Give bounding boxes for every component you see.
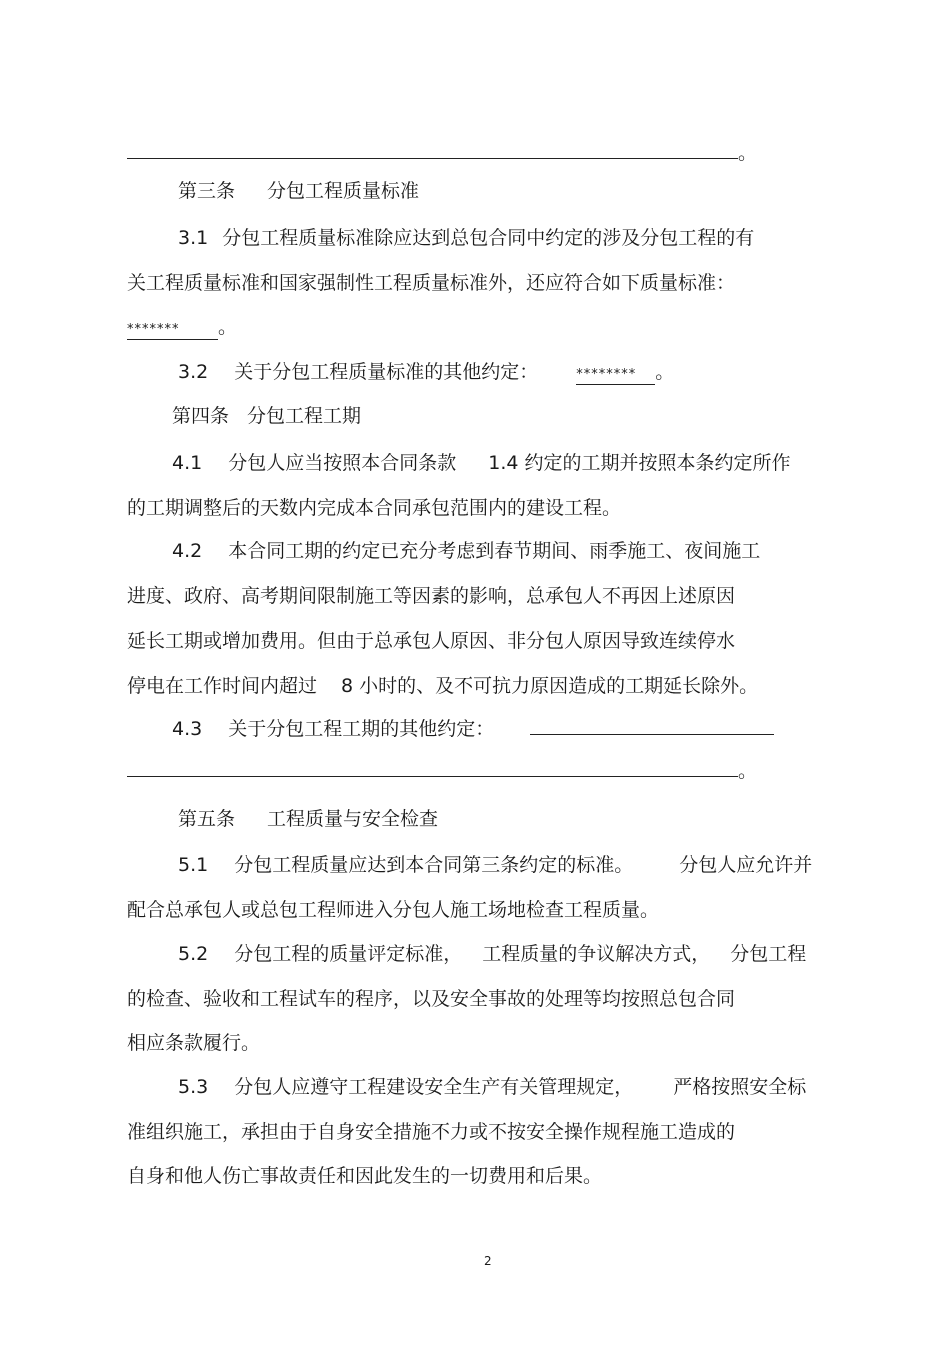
other-quality-field: ******** — [576, 366, 655, 385]
clause-4-3 — [172, 716, 774, 742]
article-3-heading — [178, 178, 419, 204]
article-4-heading — [172, 403, 361, 429]
quality-standard-field: ******* — [127, 321, 218, 340]
blank-underline — [127, 144, 738, 159]
clause-number: 3.1 — [178, 227, 209, 249]
page-number: 2 — [484, 1254, 492, 1268]
clause-3-2: 3.2 关于分包工程质量标准的其他约定： ******** 。 — [178, 361, 675, 383]
clause-number: 5.3 — [178, 1076, 209, 1098]
clause-5-2-line-3: 相应条款履行。 — [127, 1032, 261, 1054]
clause-text: 分包工程质量标准除应达到总包合同中约定的涉及分包工程的有 — [222, 227, 755, 249]
clause-5-3-line-3: 自身和他人伤亡事故责任和因此发生的一切费用和后果。 — [127, 1165, 603, 1187]
clause-5-2-line-2: 的检查、验收和工程试车的程序，以及安全事故的处理等均按照总包合同 — [127, 988, 736, 1010]
clause-number: 5.2 — [178, 943, 209, 965]
clause-5-1: 5.1 分包工程质量应达到本合同第三条约定的标准。 分包人应允许并 — [178, 854, 813, 876]
clause-4-2 — [172, 538, 760, 564]
clause-number: 5.1 — [178, 854, 209, 876]
article-title: 分包工程质量标准 — [267, 180, 420, 202]
clause-4-2-line-3: 延长工期或增加费用。但由于总承包人原因、非分包人原因导致连续停水 — [127, 630, 736, 652]
clause-5-3: 5.3 分包人应遵守工程建设安全生产有关管理规定， 严格按照安全标 — [178, 1076, 807, 1098]
clause-text: 本合同工期的约定已充分考虑到春节期间、雨季施工、夜间施工 — [228, 540, 761, 562]
article-title: 分包工程工期 — [247, 405, 362, 427]
clause-number: 4.3 — [172, 718, 203, 740]
schedule-other-field — [530, 718, 774, 735]
clause-number: 3.2 — [178, 361, 209, 383]
clause-number: 4.1 — [172, 452, 203, 474]
blank-line-1: 。 — [127, 140, 757, 166]
article-title: 工程质量与安全检查 — [267, 808, 439, 830]
blank-line-2: 。 — [127, 758, 757, 784]
clause-number: 4.2 — [172, 540, 203, 562]
clause-4-1-line-2: 的工期调整后的天数内完成本合同承包范围内的建设工程。 — [127, 497, 622, 519]
clause-4-2-line-2: 进度、政府、高考期间限制施工等因素的影响，总承包人不再因上述原因 — [127, 585, 736, 607]
clause-3-1-line-3: ******* 。 — [127, 316, 238, 338]
clause-3-1-line-2: 关工程质量标准和国家强制性工程质量标准外，还应符合如下质量标准： — [127, 272, 736, 294]
article-number: 第四条 — [172, 405, 230, 427]
clause-3-1 — [178, 225, 754, 251]
article-5-heading — [178, 806, 438, 832]
clause-4-1: 4.1 分包人应当按照本合同条款 1.4 约定的工期并按照本条约定所作 — [172, 452, 791, 474]
blank-underline — [127, 762, 738, 777]
clause-text: 关于分包工程质量标准的其他约定： — [234, 361, 539, 383]
clause-5-1-line-2: 配合总承包人或总包工程师进入分包人施工场地检查工程质量。 — [127, 899, 660, 921]
clause-text: 关于分包工程工期的其他约定： — [228, 718, 495, 740]
clause-5-2: 5.2 分包工程的质量评定标准， 工程质量的争议解决方式， 分包工程 — [178, 943, 807, 965]
article-number: 第五条 — [178, 808, 236, 830]
clause-4-2-line-4: 停电在工作时间内超过 8 小时的、及不可抗力原因造成的工期延长除外。 — [127, 675, 759, 697]
article-number: 第三条 — [178, 180, 236, 202]
clause-5-3-line-2: 准组织施工，承担由于自身安全措施不力或不按安全操作规程施工造成的 — [127, 1121, 736, 1143]
